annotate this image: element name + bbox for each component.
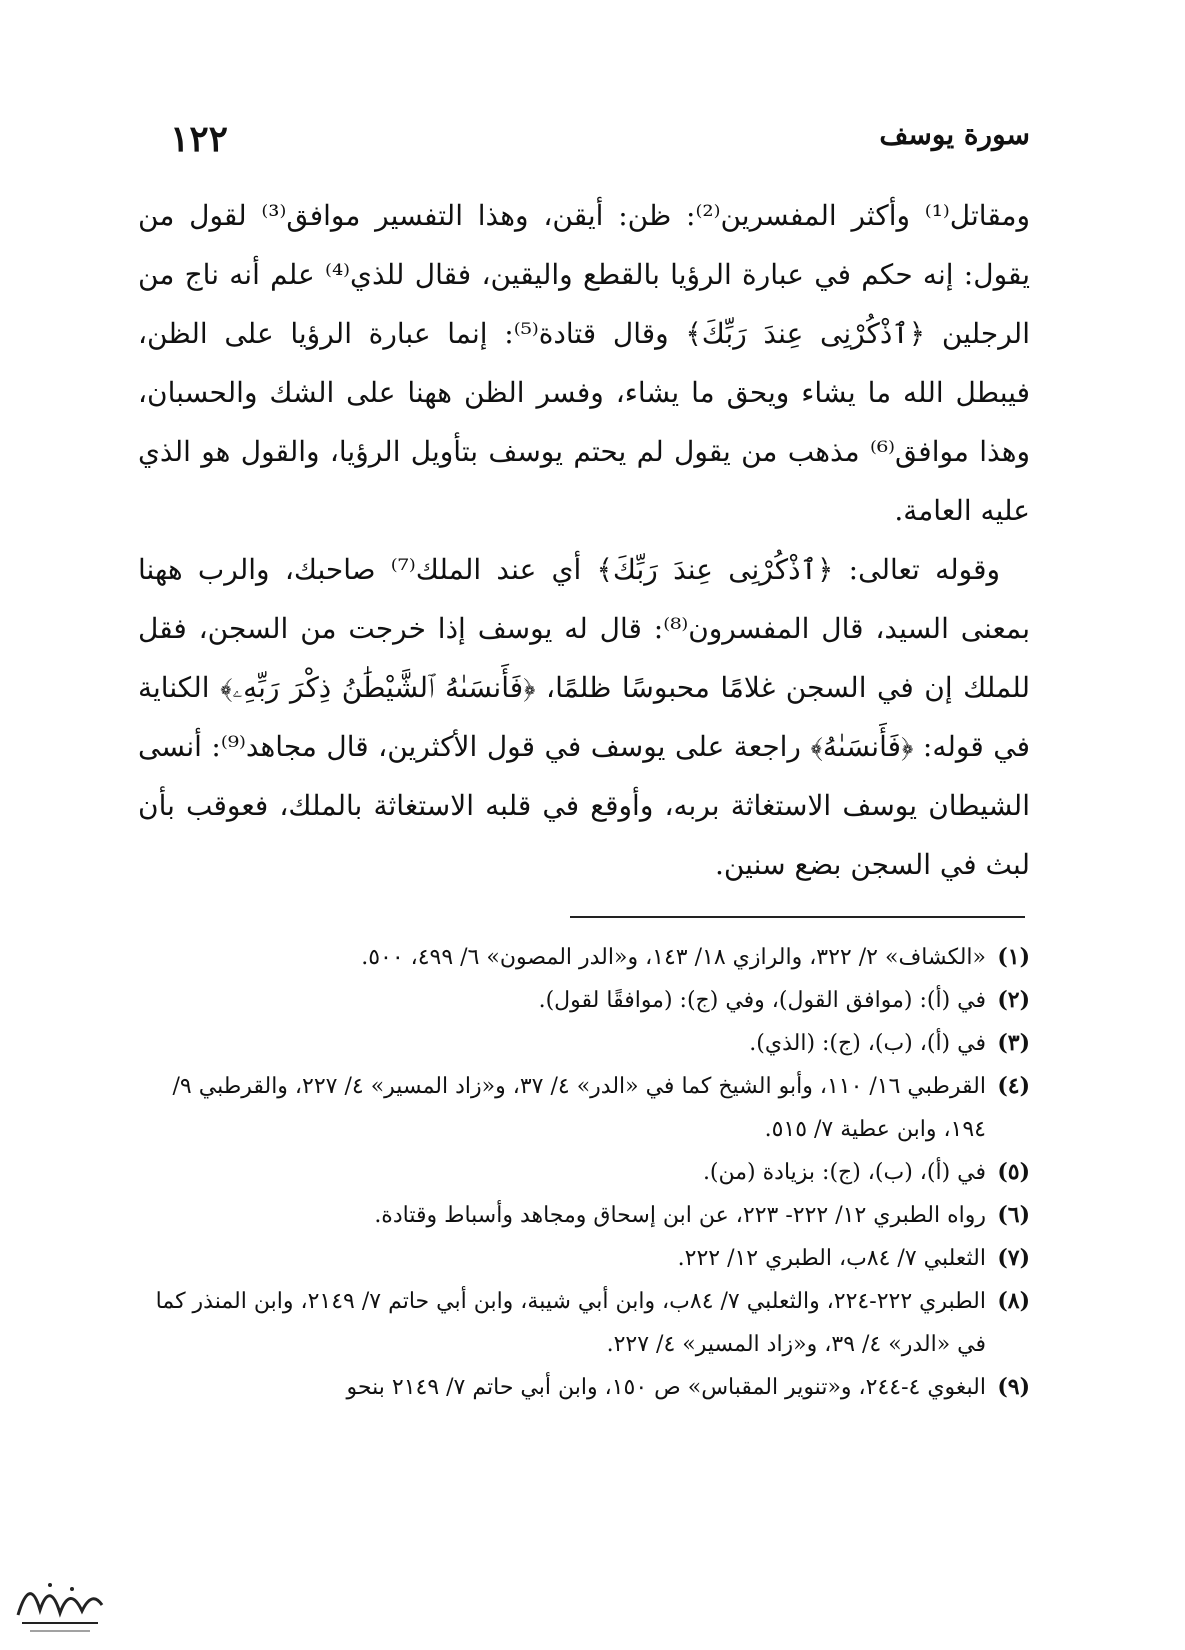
footnote-text: رواه الطبري ١٢/ ٢٢٢- ٢٢٣، عن ابن إسحاق ومجاهد وأسباط وقتادة.: [374, 1203, 986, 1228]
footnote-text: في (أ): (موافق القول)، وفي (ج): (موافقًا لقول).: [538, 988, 986, 1013]
footnote-number: (٩): [997, 1374, 1030, 1400]
page-header: [170, 118, 1030, 166]
page-number: ١٢٢: [170, 118, 229, 160]
footnote-item: [150, 1280, 1030, 1366]
footnote-item: [150, 979, 1030, 1022]
footnote-number: (٣): [997, 1030, 1030, 1056]
footnote-item: [150, 1237, 1030, 1280]
footnote-text: في (أ)، (ب)، (ج): (الذي).: [749, 1031, 986, 1056]
footnote-item: [150, 1366, 1030, 1409]
paragraph: وقوله تعالى: ﴿ٱذْكُرْنِى عِندَ رَبِّكَ﴾ أي عند الملك⁽⁷⁾ صاحبك، والرب ههنا بمعنى السيد، قال المفسرون⁽⁸⁾: قال له يوسف إذا خرجت من السجن، فقل للملك إن في السجن غلامًا محبوسًا ظلمًا، ﴿فَأَنسَىٰهُ ٱلشَّيْطَٰنُ ذِكْرَ رَبِّهِۦ﴾ الكناية في قوله: ﴿فَأَنسَىٰهُ﴾ راجعة على يوسف في قول الأكثرين، قال مجاهد⁽⁹⁾: أنسى الشيطان يوسف الاستغاثة بربه، وأوقع في قلبه الاستغاثة بالملك، فعوقب بأن لبث في السجن بضع سنين.: [138, 553, 1030, 881]
footnote-item: [150, 1194, 1030, 1237]
footnote-text: الطبري ٢٢٢-٢٢٤، والثعلبي ٧/ ٨٤ب، وابن أبي شيبة، وابن أبي حاتم ٧/ ٢١٤٩، وابن المنذر كما في «الدر» ٤/ ٣٩، و«زاد المسير» ٤/ ٢٢٧.: [155, 1289, 986, 1357]
footnote-item: [150, 1065, 1030, 1151]
footnote-number: (٧): [997, 1245, 1030, 1271]
footnotes: [150, 936, 1030, 1409]
footnote-text: «الكشاف» ٢/ ٣٢٢، والرازي ١٨/ ١٤٣، و«الدر المصون» ٦/ ٤٩٩، ٥٠٠.: [361, 945, 986, 970]
footnote-number: (٨): [997, 1288, 1030, 1314]
main-text: [138, 186, 1030, 894]
footnote-number: (٢): [997, 987, 1030, 1013]
footnote-number: (٤): [997, 1073, 1030, 1099]
paragraph: ومقاتل⁽¹⁾ وأكثر المفسرين⁽²⁾: ظن: أيقن، وهذا التفسير موافق⁽³⁾ لقول من يقول: إنه حكم في عبارة الرؤيا بالقطع واليقين، فقال للذي⁽⁴⁾ علم أنه ناج من الرجلين ﴿ٱذْكُرْنِى عِندَ رَبِّكَ﴾ وقال قتادة⁽⁵⁾: إنما عبارة الرؤيا على الظن، فيبطل الله ما يشاء ويحق ما يشاء، وفسر الظن ههنا على الشك والحسبان، وهذا موافق⁽⁶⁾ مذهب من يقول لم يحتم يوسف بتأويل الرؤيا، والقول هو الذي عليه العامة.: [138, 199, 1031, 527]
footnote-text: في (أ)، (ب)، (ج): بزيادة (من).: [702, 1160, 986, 1185]
footnote-item: [150, 936, 1030, 979]
footnote-number: (٥): [997, 1159, 1030, 1185]
footnote-number: (١): [997, 944, 1030, 970]
footnote-text: البغوي ٤-٢٤٤، و«تنوير المقباس» ص ١٥٠، وابن أبي حاتم ٧/ ٢١٤٩ بنحو: [346, 1375, 986, 1400]
footnote-item: [150, 1151, 1030, 1194]
publisher-logo: [10, 1555, 110, 1640]
footnote-text: الثعلبي ٧/ ٨٤ب، الطبري ١٢/ ٢٢٢.: [677, 1246, 986, 1271]
footnote-number: (٦): [997, 1202, 1030, 1228]
surah-title: سورة يوسف: [879, 118, 1030, 151]
footnote-item: [150, 1022, 1030, 1065]
footnote-divider: [570, 916, 1025, 918]
footnote-text: القرطبي ١٦/ ١١٠، وأبو الشيخ كما في «الدر» ٤/ ٣٧، و«زاد المسير» ٤/ ٢٢٧، والقرطبي ٩/ ١٩٤، وابن عطية ٧/ ٥١٥.: [172, 1074, 986, 1142]
